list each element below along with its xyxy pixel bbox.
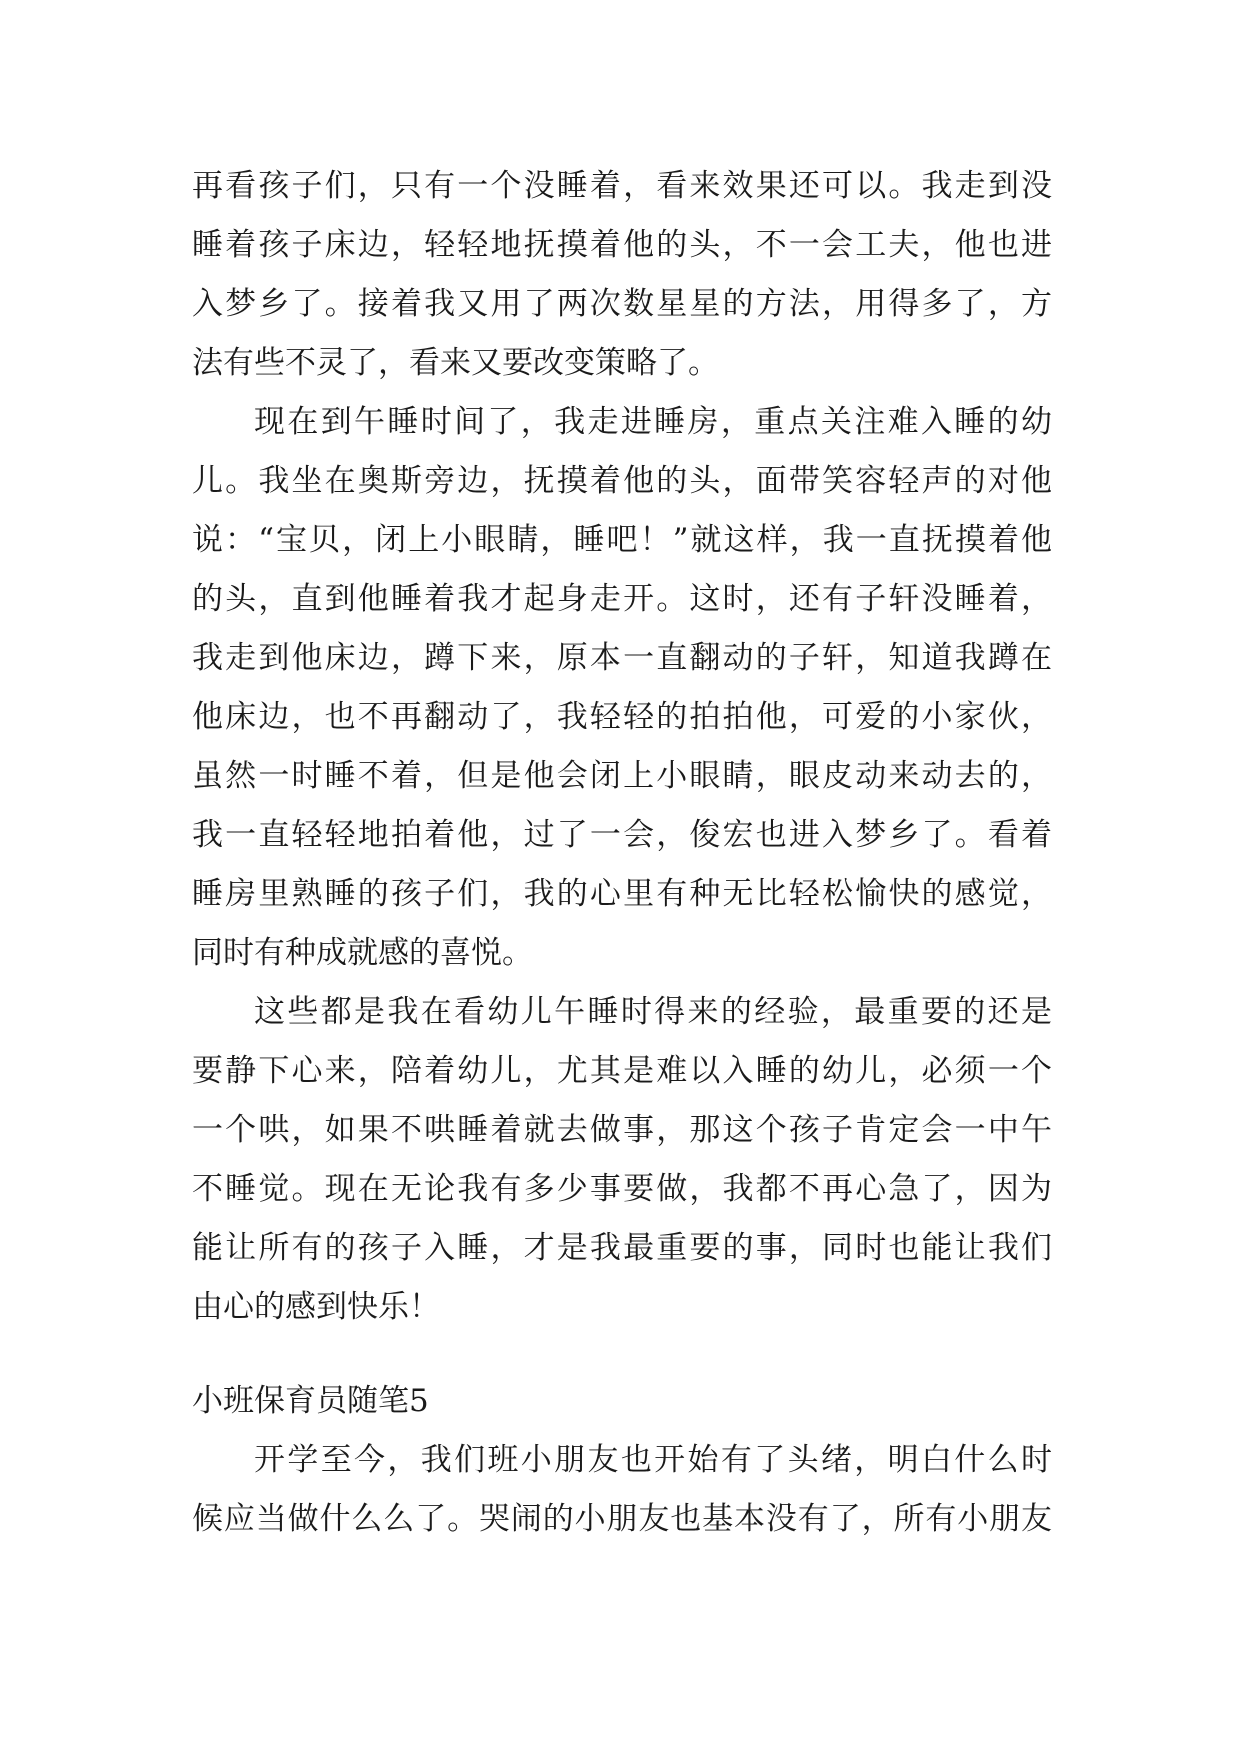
text-line: 入梦乡了。接着我又用了两次数星星的方法，用得多了，方 xyxy=(192,286,1052,322)
section-title: 小班保育员随笔5 xyxy=(192,1383,429,1419)
text-line: 睡房里熟睡的孩子们，我的心里有种无比轻松愉快的感觉， xyxy=(192,876,1052,912)
text-line: 睡着孩子床边，轻轻地抚摸着他的头，不一会工夫，他也进 xyxy=(192,227,1052,263)
text-line: 不睡觉。现在无论我有多少事要做，我都不再心急了，因为 xyxy=(192,1171,1052,1207)
text-line: 法有些不灵了，看来又要改变策略了。 xyxy=(192,345,719,381)
text-line: 同时有种成就感的喜悦。 xyxy=(192,935,533,971)
text-line: 开学至今，我们班小朋友也开始有了头绪，明白什么时 xyxy=(254,1442,1052,1478)
text-line: 我一直轻轻地拍着他，过了一会，俊宏也进入梦乡了。看着 xyxy=(192,817,1052,853)
text-line: 的头，直到他睡着我才起身走开。这时，还有子轩没睡着， xyxy=(192,581,1052,617)
text-line: 虽然一时睡不着，但是他会闭上小眼睛，眼皮动来动去的， xyxy=(192,758,1052,794)
text-line: 由心的感到快乐！ xyxy=(192,1289,440,1325)
text-line: 这些都是我在看幼儿午睡时得来的经验，最重要的还是 xyxy=(254,994,1052,1030)
text-line: 一个哄，如果不哄睡着就去做事，那这个孩子肯定会一中午 xyxy=(192,1112,1052,1148)
text-line: 能让所有的孩子入睡，才是我最重要的事，同时也能让我们 xyxy=(192,1230,1052,1266)
text-line: 说：“宝贝，闭上小眼睛，睡吧！”就这样，我一直抚摸着他 xyxy=(192,522,1052,558)
text-line: 儿。我坐在奥斯旁边，抚摸着他的头，面带笑容轻声的对他 xyxy=(192,463,1052,499)
text-line: 再看孩子们，只有一个没睡着，看来效果还可以。我走到没 xyxy=(192,168,1052,204)
text-line: 现在到午睡时间了，我走进睡房，重点关注难入睡的幼 xyxy=(254,404,1052,440)
text-line: 他床边，也不再翻动了，我轻轻的拍拍他，可爱的小家伙， xyxy=(192,699,1052,735)
text-line: 我走到他床边，蹲下来，原本一直翻动的子轩，知道我蹲在 xyxy=(192,640,1052,676)
text-line: 候应当做什么么了。哭闹的小朋友也基本没有了，所有小朋友 xyxy=(192,1501,1052,1537)
text-line: 要静下心来，陪着幼儿，尤其是难以入睡的幼儿，必须一个 xyxy=(192,1053,1052,1089)
